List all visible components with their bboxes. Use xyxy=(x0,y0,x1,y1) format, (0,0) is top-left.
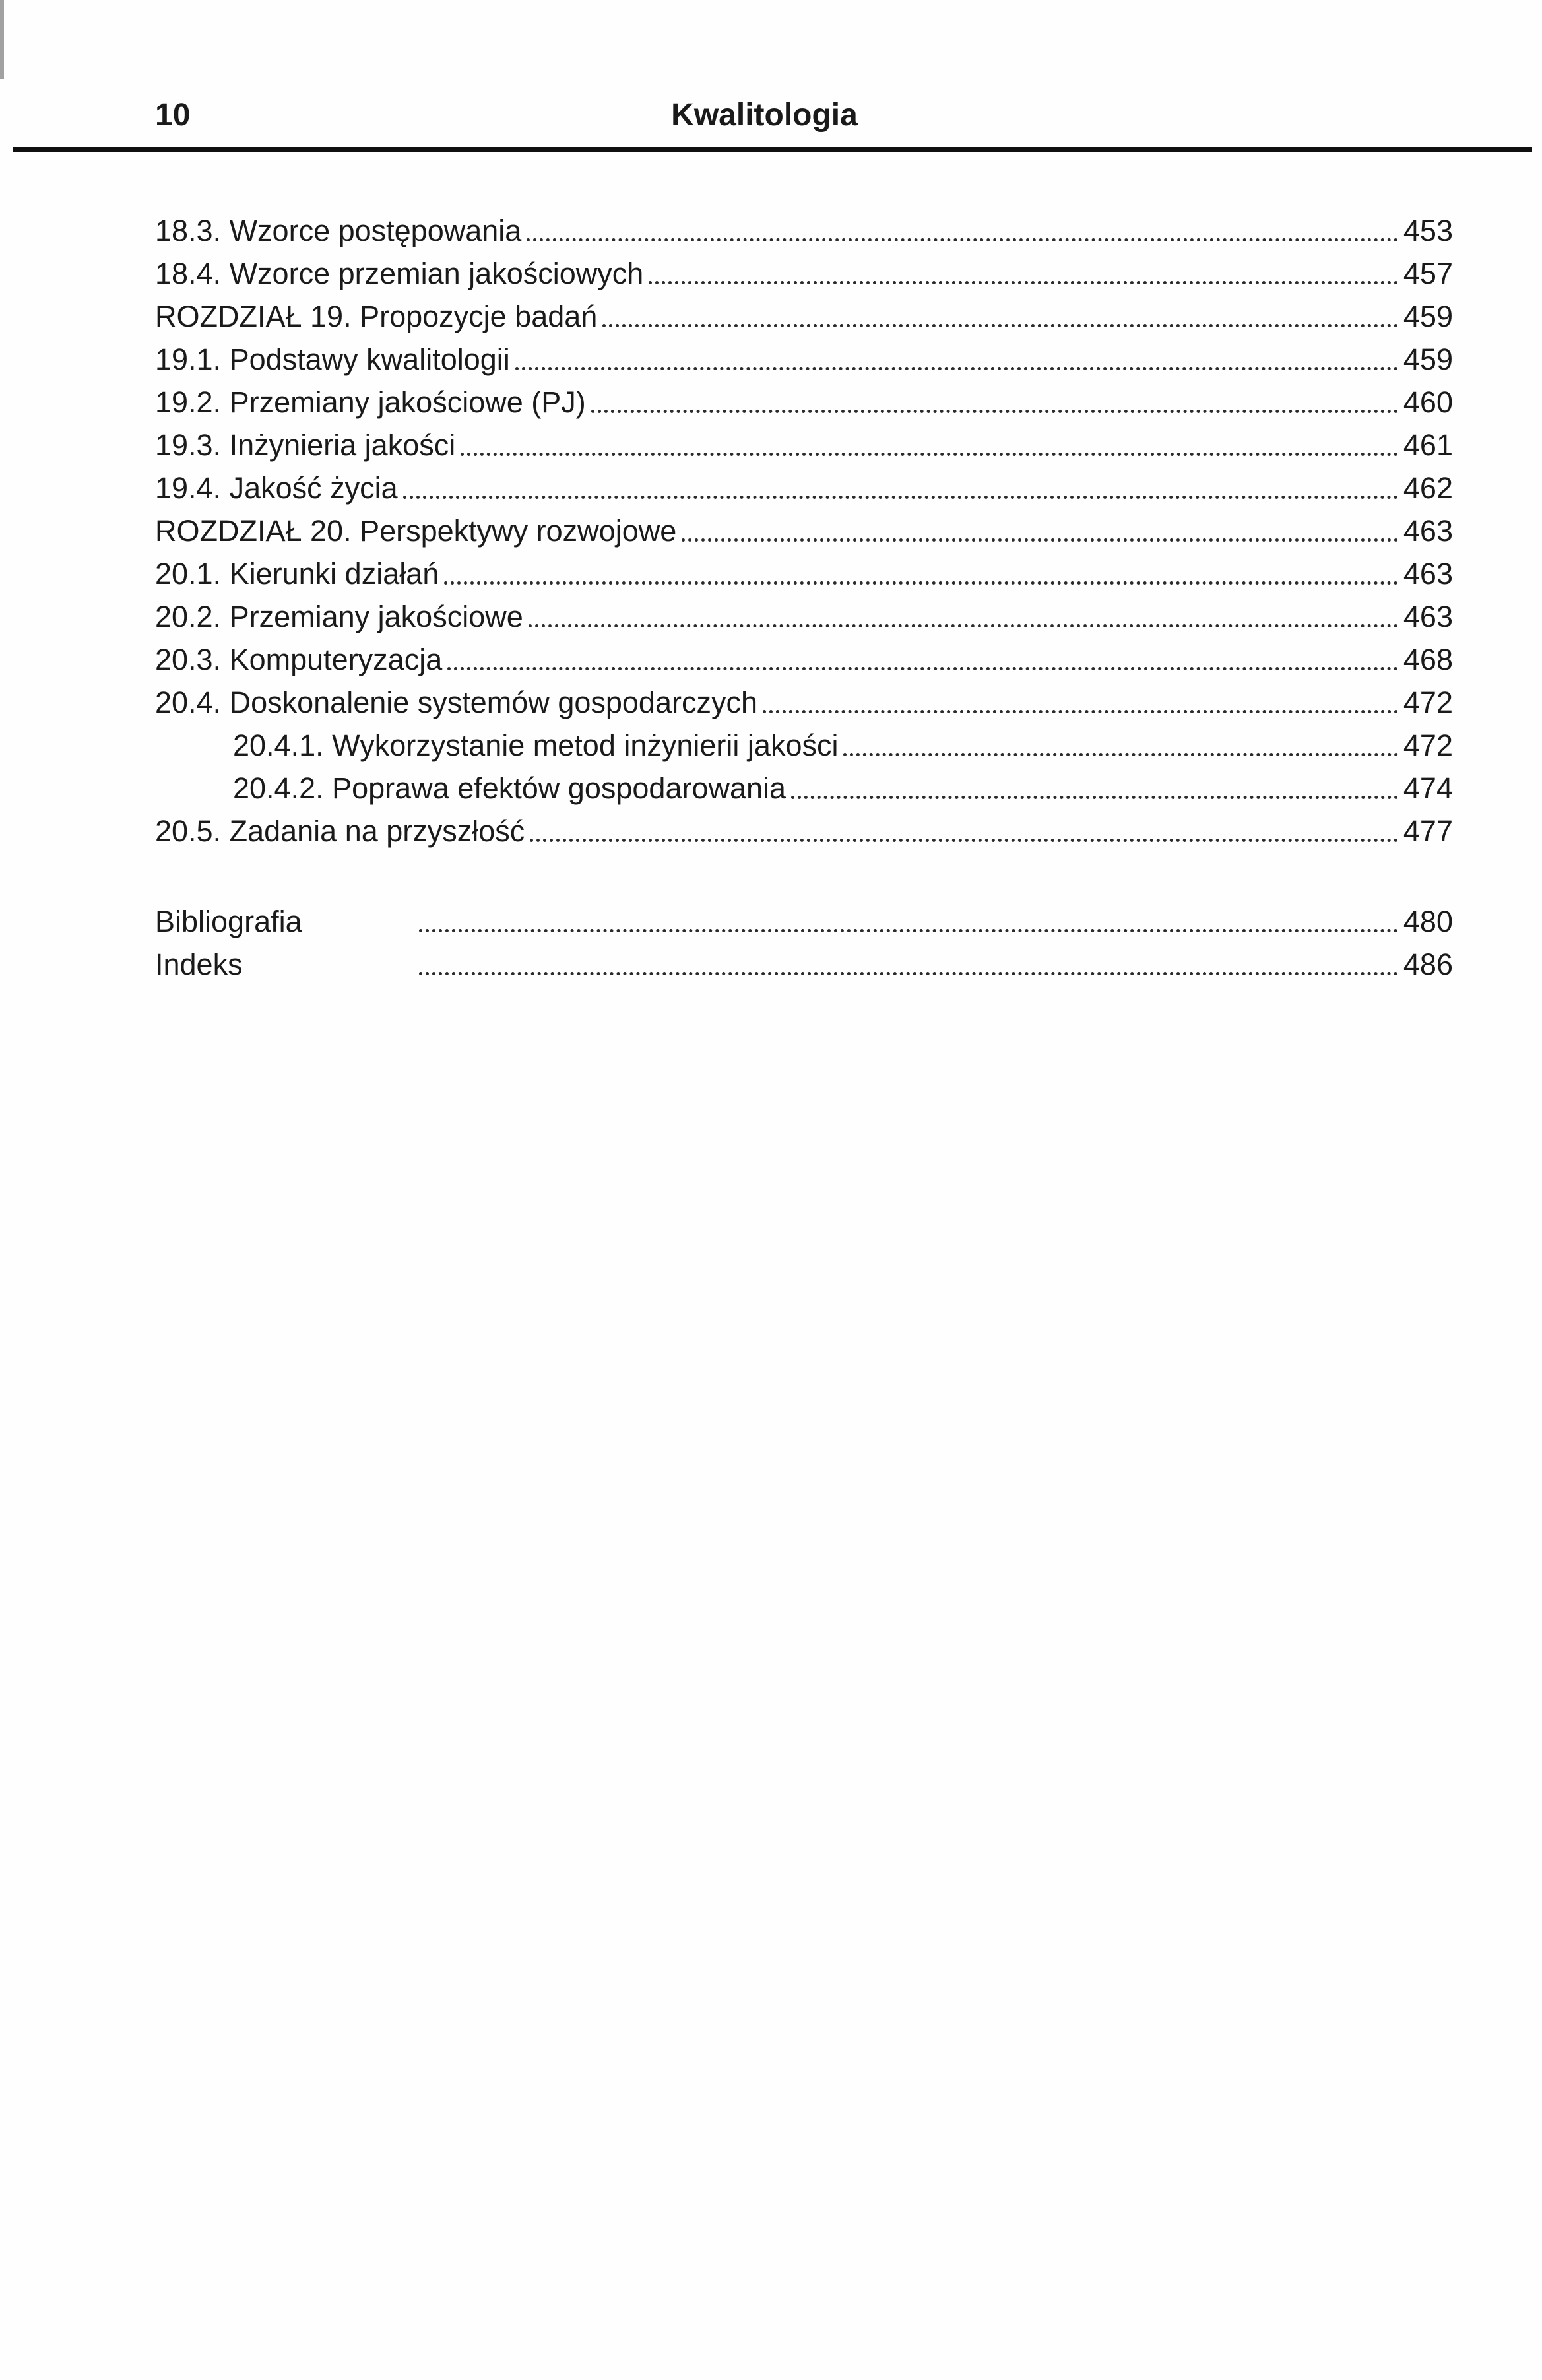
toc-entry-page: 477 xyxy=(1403,814,1453,848)
toc-entry xyxy=(155,422,1453,465)
running-header-title: Kwalitologia xyxy=(671,98,858,133)
toc-entry xyxy=(155,723,1453,765)
dot-leader xyxy=(529,624,1398,627)
toc-entry xyxy=(155,208,1453,251)
toc-entry-page: 468 xyxy=(1403,643,1453,676)
dot-leader xyxy=(649,281,1398,284)
dot-leader xyxy=(530,839,1398,842)
toc-entry xyxy=(155,808,1453,851)
toc-entry xyxy=(155,765,1453,808)
toc-entry-page: 486 xyxy=(1403,948,1453,981)
toc-entry-page: 463 xyxy=(1403,557,1453,591)
toc-entry-page: 463 xyxy=(1403,514,1453,548)
dot-leader xyxy=(419,929,1398,932)
toc-entry-label: 20.3. Komputeryzacja xyxy=(155,643,443,676)
dot-leader xyxy=(444,581,1398,585)
toc-entry-page: 459 xyxy=(1403,300,1453,333)
dot-leader xyxy=(843,753,1397,756)
dot-leader xyxy=(682,538,1398,542)
toc-entry-label: 18.4. Wzorce przemian jakościowych xyxy=(155,257,644,290)
toc-entry xyxy=(155,680,1453,723)
dot-leader xyxy=(791,796,1398,799)
back-matter-list xyxy=(155,899,1453,984)
toc-entry-label: 19.4. Jakość życia xyxy=(155,471,398,505)
toc-entry-label: 20.4.2. Poprawa efektów gospodarowania xyxy=(233,771,787,805)
dot-leader xyxy=(419,972,1398,975)
dot-leader xyxy=(763,710,1398,713)
toc-entry-label: 20.1. Kierunki działań xyxy=(155,557,439,591)
toc-entry-label: 18.3. Wzorce postępowania xyxy=(155,214,522,247)
toc-entry xyxy=(155,594,1453,637)
toc-entry-page: 459 xyxy=(1403,342,1453,376)
toc-entry-label: 19.2. Przemiany jakościowe (PJ) xyxy=(155,385,586,419)
toc-entry xyxy=(155,465,1453,508)
toc-entry xyxy=(155,899,1453,942)
dot-leader xyxy=(515,367,1398,370)
dot-leader xyxy=(591,410,1398,413)
dot-leader xyxy=(447,667,1398,670)
toc-entry-label: 19.1. Podstawy kwalitologii xyxy=(155,342,510,376)
scan-artifact xyxy=(0,0,4,79)
running-header xyxy=(155,96,1453,135)
toc-entry-page: 461 xyxy=(1403,428,1453,462)
toc-entry-label: Indeks xyxy=(155,948,243,981)
toc-list xyxy=(155,208,1453,851)
toc-entry xyxy=(155,294,1453,337)
toc-entry xyxy=(155,379,1453,422)
toc-entry-page: 462 xyxy=(1403,471,1453,505)
toc-entry-page: 472 xyxy=(1403,686,1453,719)
toc-entry-page: 472 xyxy=(1403,728,1453,762)
toc-entry-label: Bibliografia xyxy=(155,905,302,938)
toc-entry-label: 20.4. Doskonalenie systemów gospodarczych xyxy=(155,686,757,719)
toc-entry xyxy=(155,942,1453,984)
toc-entry xyxy=(155,251,1453,294)
toc-entry xyxy=(155,508,1453,551)
toc-entry-label: ROZDZIAŁ 19. Propozycje badań xyxy=(155,300,598,333)
toc-entry-page: 480 xyxy=(1403,905,1453,938)
toc-entry-page: 474 xyxy=(1403,771,1453,805)
page-content xyxy=(0,0,1542,984)
toc-entry-page: 460 xyxy=(1403,385,1453,419)
toc-entry xyxy=(155,637,1453,680)
toc-entry-label: 20.5. Zadania na przyszłość xyxy=(155,814,525,848)
dot-leader xyxy=(527,238,1398,241)
toc-entry xyxy=(155,551,1453,594)
toc-entry-label: 20.4.1. Wykorzystanie metod inżynierii jakości xyxy=(233,728,839,762)
toc-entry xyxy=(155,337,1453,379)
toc-entry-page: 453 xyxy=(1403,214,1453,247)
toc-entry-label: 20.2. Przemiany jakościowe xyxy=(155,600,523,633)
toc-entry-page: 457 xyxy=(1403,257,1453,290)
dot-leader xyxy=(403,496,1398,499)
page-number: 10 xyxy=(155,98,191,133)
toc-entry-label: 19.3. Inżynieria jakości xyxy=(155,428,456,462)
header-rule xyxy=(13,147,1532,152)
dot-leader xyxy=(461,453,1398,456)
toc-entry-label: ROZDZIAŁ 20. Perspektywy rozwojowe xyxy=(155,514,677,548)
toc-entry-page: 463 xyxy=(1403,600,1453,633)
dot-leader xyxy=(602,324,1398,327)
